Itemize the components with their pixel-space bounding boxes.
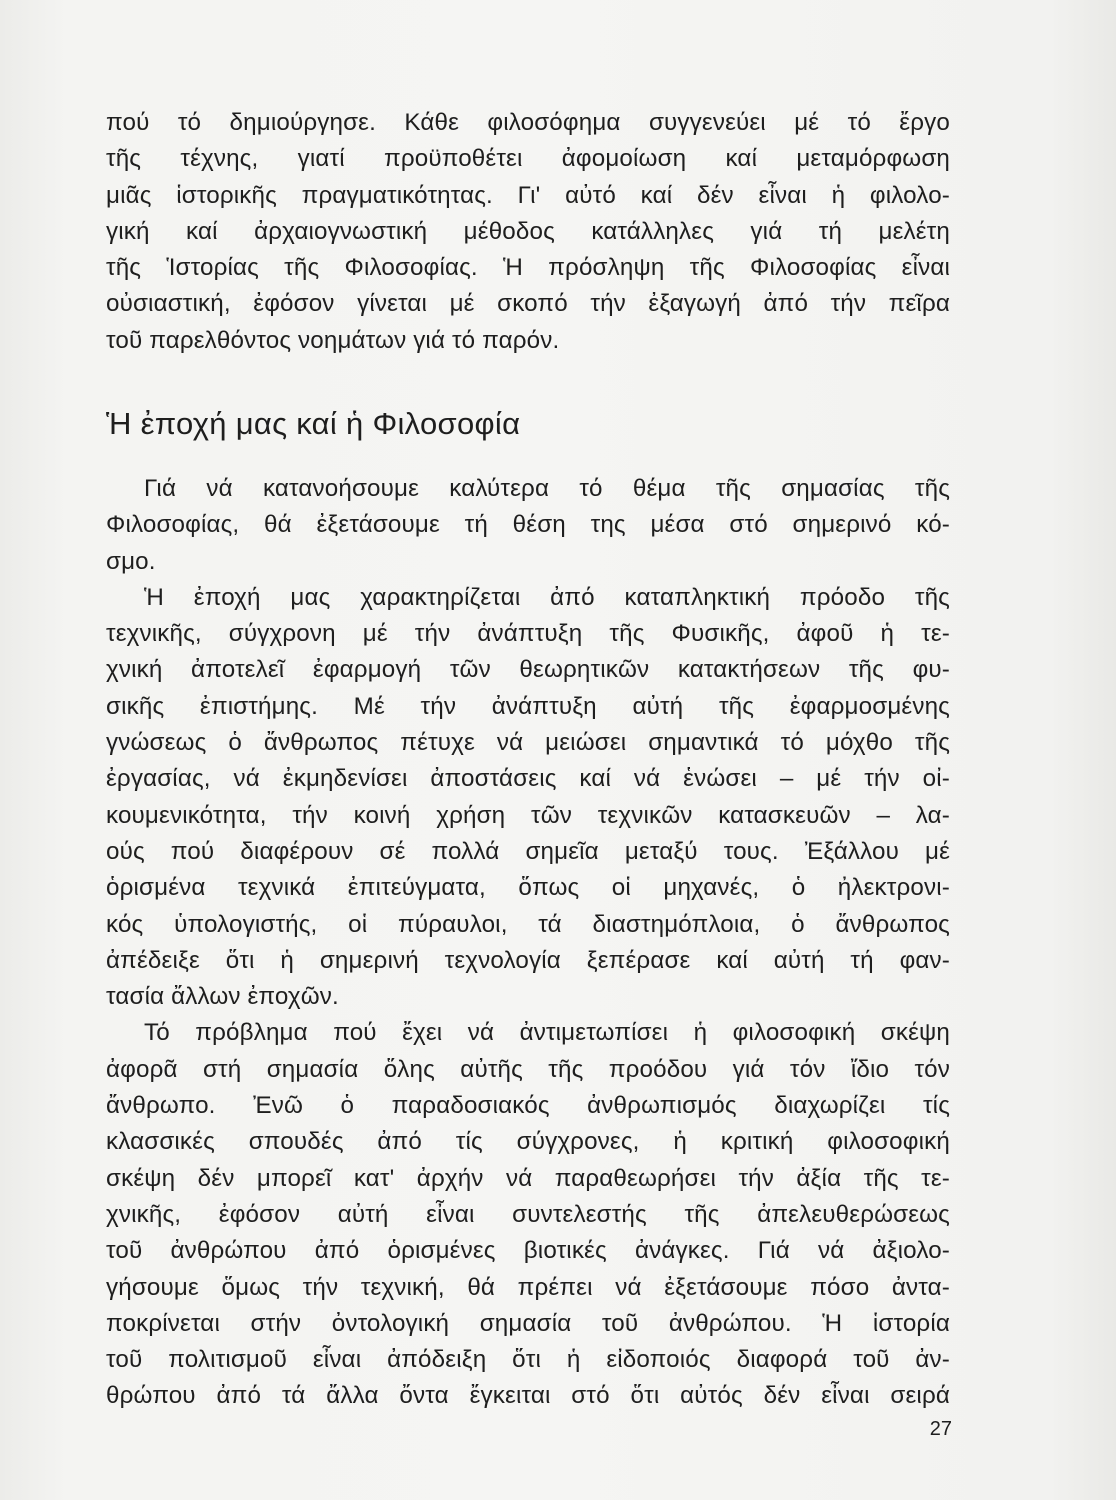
text-line: γική καί ἀρχαιογνωστική μέθοδος κατάλληλες γιά τή μελέτη (106, 217, 950, 245)
text-line: τῆς Ἱστορίας τῆς Φιλοσοφίας. Ἡ πρόσληψη τῆς Φιλοσοφίας εἶναι (106, 254, 950, 282)
text-line: ἐργασίας, νά ἐκμηδενίσει ἀποστάσεις καί νά ἑνώσει – μέ τήν οἰ- (106, 765, 950, 793)
page-number: 27 (929, 1418, 952, 1440)
text-line: πού τό δημιούργησε. Κάθε φιλοσόφημα συγγενεύει μέ τό ἔργο (106, 109, 950, 136)
text-line: τεχνικῆς, σύγχρονη μέ τήν ἀνάπτυξη τῆς Φυσικῆς, ἀφοῦ ἡ τε- (106, 620, 950, 648)
text-line: γήσουμε ὅμως τήν τεχνική, θά πρέπει νά ἐξετάσουμε πόσο ἀντα- (106, 1273, 950, 1301)
text-line: σμο. (106, 547, 156, 575)
text-line: κλασσικές σπουδές ἀπό τίς σύγχρονες, ἡ κριτική φιλοσοφική (106, 1128, 950, 1156)
text-line: τασία ἄλλων ἐποχῶν. (106, 983, 339, 1011)
text-line: ποκρίνεται στήν ὀντολογική σημασία τοῦ ἀνθρώπου. Ἡ ἱστορία (106, 1309, 950, 1337)
text-line: ούς πού διαφέρουν σέ πολλά σημεῖα μεταξύ τους. Ἐξάλλου μέ (106, 837, 950, 865)
text-line: ἄνθρωπο. Ἐνῶ ὁ παραδοσιακός ἀνθρωπισμός διαχωρίζει τίς (106, 1092, 950, 1120)
text-line: γνώσεως ὁ ἄνθρωπος πέτυχε νά μειώσει σημαντικά τό μόχθο τῆς (106, 729, 950, 757)
text-line: Γιά νά κατανοήσουμε καλύτερα τό θέμα τῆς σημασίας τῆς (144, 475, 950, 502)
section-body (106, 471, 950, 1415)
text-line: τοῦ παρελθόντος νοημάτων γιά τό παρόν. (106, 326, 560, 354)
text-line: κός ὑπολογιστής, οἱ πύραυλοι, τά διαστημόπλοια, ὁ ἄνθρωπος (106, 910, 950, 938)
text-line: θρώπου ἀπό τά ἄλλα ὄντα ἔγκειται στό ὅτι αὐτός δέν εἶναι σειρά (106, 1382, 950, 1410)
text-line: σκέψη δέν μπορεῖ κατ' ἀρχήν νά παραθεωρήσει τήν ἀξία τῆς τε- (106, 1164, 950, 1192)
text-line: κουμενικότητα, τήν κοινή χρήση τῶν τεχνικῶν κατασκευῶν – λα- (106, 801, 950, 829)
text-line: Ἡ ἐποχή μας χαρακτηρίζεται ἀπό καταπληκτική πρόοδο τῆς (144, 583, 950, 611)
text-line: ὁρισμένα τεχνικά ἐπιτεύγματα, ὅπως οἱ μηχανές, ὁ ἠλεκτρονι- (106, 874, 950, 902)
text-line: ἀφορᾶ στή σημασία ὅλης αὐτῆς τῆς προόδου γιά τόν ἴδιο τόν (106, 1055, 950, 1083)
text-line: Τό πρόβλημα πού ἔχει νά ἀντιμετωπίσει ἡ φιλοσοφική σκέψη (144, 1019, 950, 1047)
text-line: οὐσιαστική, ἐφόσον γίνεται μέ σκοπό τήν ἐξαγωγή ἀπό τήν πεῖρα (106, 290, 950, 318)
text-line: χνικῆς, ἐφόσον αὐτή εἶναι συντελεστής τῆς ἀπελευθερώσεως (106, 1200, 950, 1228)
intro-paragraph (106, 105, 950, 359)
text-line: Φιλοσοφίας, θά ἐξετάσουμε τή θέση της μέσα στό σημερινό κό- (106, 511, 950, 539)
text-line: τοῦ ἀνθρώπου ἀπό ὁρισμένες βιοτικές ἀνάγκες. Γιά νά ἀξιολο- (106, 1237, 950, 1265)
text-line: τοῦ πολιτισμοῦ εἶναι ἀπόδειξη ὅτι ἡ εἰδοποιός διαφορά τοῦ ἀν- (106, 1346, 950, 1374)
text-line: σικῆς ἐπιστήμης. Μέ τήν ἀνάπτυξη αὐτή τῆς ἐφαρμοσμένης (106, 692, 950, 720)
text-line: ἀπέδειξε ὅτι ἡ σημερινή τεχνολογία ξεπέρασε καί αὐτή τή φαν- (106, 946, 950, 974)
section-heading: Ἡ ἐποχή μας καί ἡ Φιλοσοφία (106, 406, 521, 441)
text-line: μιᾶς ἱστορικῆς πραγματικότητας. Γι' αὐτό καί δέν εἶναι ἡ φιλολο- (106, 181, 950, 209)
text-line: χνική ἀποτελεῖ ἐφαρμογή τῶν θεωρητικῶν κατακτήσεων τῆς φυ- (106, 656, 950, 684)
text-line: τῆς τέχνης, γιατί προϋποθέτει ἀφομοίωση καί μεταμόρφωση (106, 145, 950, 173)
